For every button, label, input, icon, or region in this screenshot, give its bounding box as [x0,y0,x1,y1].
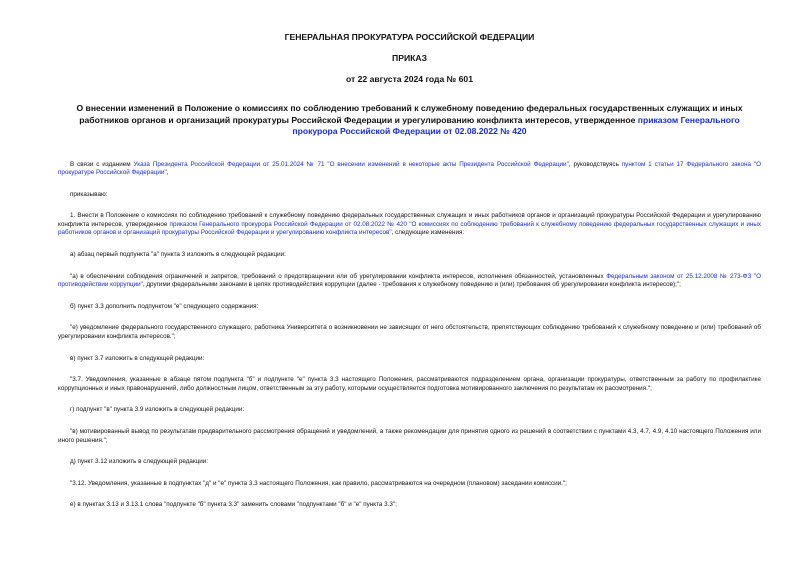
preamble-text-3: , [166,169,169,177]
paragraph-subitem-e: е) в пунктах 3.13 и 3.13.1 слова "подпункте "б" пункта 3.3" заменить словами "подпунктами "б" и "е" пункта 3.3"; [70,501,397,509]
document-date: от 22 августа 2024 года № 601 [346,74,473,84]
title-text: О внесении изменений в Положение о комиссиях по соблюдению требований к служебному поведению федеральных государственных служащих и иных работников органов и организаций прокуратуры Российской Федерации и урегулированию конфликта интересов, утвержденное [76,103,743,125]
paragraph-order: приказываю: [70,190,108,198]
order-420-link[interactable]: приказом Генерального прокурора Российской Федерации от 02.08.2022 № 420 "О комиссиях по соблюдению требований к служебному поведению федеральных государственных служащих и иных работников органов и организаций прокуратуры Российской Федерации и урегулированию конфликта интересов" [58,220,762,237]
paragraph-subitem-v: в) пункт 3.7 изложить в следующей редакции: [70,354,205,362]
paragraph-subitem-b: б) пункт 3.3 дополнить подпунктом "е" следующего содержания: [70,302,259,310]
issuing-authority: ГЕНЕРАЛЬНАЯ ПРОКУРАТУРА РОССИЙСКОЙ ФЕДЕРАЦИИ [284,32,535,42]
paragraph-item-1 [58,212,761,238]
quote-a-text-1: "а) в обеспечении соблюдения ограничений и запретов, требований о предотвращении или об урегулировании конфликта интересов, исполнения обязанностей, установленных [70,272,607,280]
paragraph-subitem-g: г) подпункт "в" пункта 3.9 изложить в следующей редакции: [70,406,245,414]
item-1-text-2: , следующие изменения: [391,229,465,237]
title-link[interactable]: приказом Генерального прокурора Российской Федерации от 02.08.2022 № 420 [292,114,740,136]
paragraph-quote-a [58,273,761,290]
decree-link[interactable]: Указа Президента Российской Федерации от 25.01.2024 № 71 "О внесении изменений в некоторые акты Президента Российской Федерации" [133,160,569,168]
preamble-text-2: , руководствуясь [568,160,622,168]
document-type: ПРИКАЗ [392,53,427,63]
paragraph-quote-v: "в) мотивированный вывод по результатам предварительного рассмотрения обращений и уведомлений, а также рекомендации для принятия одного из решений в соответствии с пунктами 4.3, 4.7, 4.9, 4.10 настоящего Положения или иного решения."; [58,428,761,444]
item-1-text-1: 1. Внести в Положение о комиссиях по соблюдению требований к служебному поведению федеральных государственных служащих и иных работников органов и организаций прокуратуры Российской Федерации и урегулированию конфликта интересов, утвержденное [58,212,761,228]
document-body [58,161,761,510]
paragraph-quote-3-7: "3.7. Уведомления, указанные в абзаце пятом подпункта "б" и подпункте "е" пункта 3.3 настоящего Положения, рассматриваются подразделением органа, организации прокуратуры, ответственным за работу по профилактике коррупционных и иных правонарушений, либо должностным лицом, ответственным за эту работу, которыми осуществляется подготовка мотивированного заключения по результатам их рассмотрения."; [58,376,761,392]
quote-a-text-2: , другими федеральными законами в целях противодействия коррупции (далее - требования к служебному поведению и (или) требования об урегулировании конфликта интересов);"; [142,281,681,289]
law-article-link[interactable]: пунктом 1 статьи 17 Федерального закона "О прокуратуре Российской Федерации" [58,160,761,177]
paragraph-quote-3-12: "3.12. Уведомления, указанные в подпунктах "д" и "е" пункта 3.3 настоящего Положения, как правило, рассматриваются на очередном (плановом) заседании комиссии."; [70,479,567,487]
paragraph-preamble [58,161,761,178]
paragraph-subitem-a: а) абзац первый подпункта "а" пункта 3 изложить в следующей редакции: [70,251,286,259]
paragraph-quote-e: "е) уведомление федерального государственного служащего, работника Университета о возникновении не зависящих от него обстоятельств, препятствующих соблюдению требований к служебному поведению и (или) требований об урегулировании конфликта интересов."; [58,324,761,341]
federal-law-273-link[interactable]: Федеральным законом от 25.12.2008 № 273-ФЗ "О противодействии коррупции" [58,272,761,289]
preamble-text-1: В связи с изданием [70,160,134,168]
document-title [58,103,761,138]
paragraph-subitem-d: д) пункт 3.12 изложить в следующей редакции: [70,458,209,466]
